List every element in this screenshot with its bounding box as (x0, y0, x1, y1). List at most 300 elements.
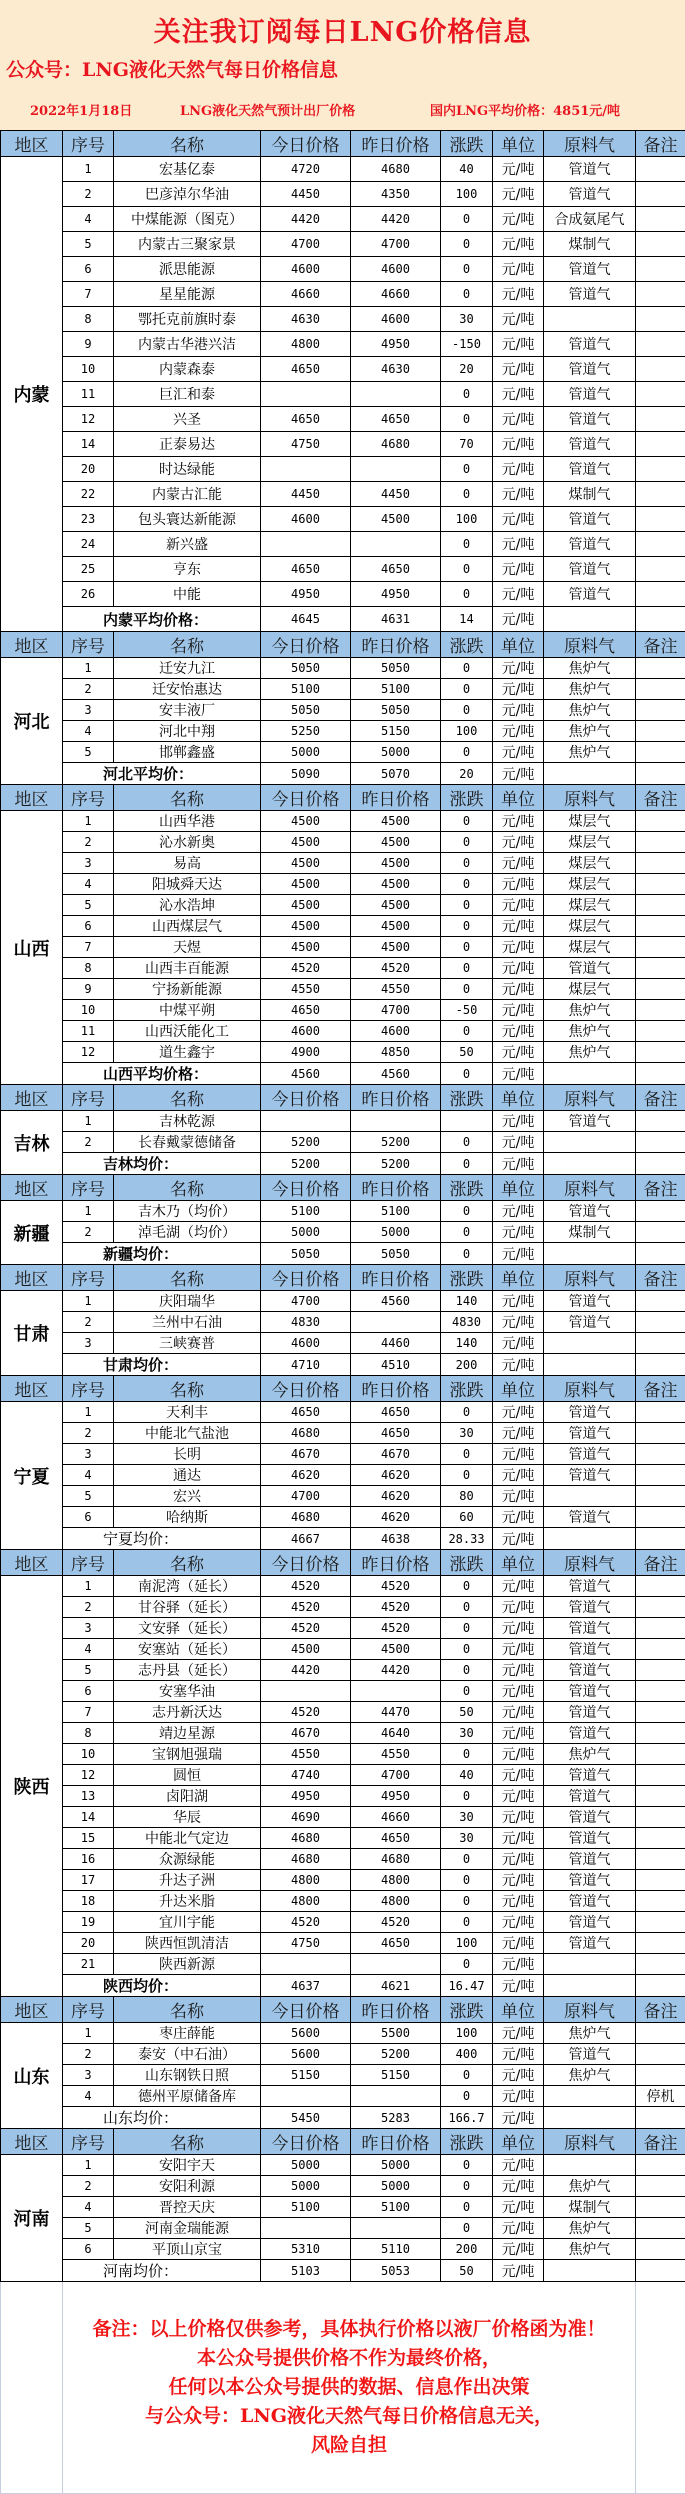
unit: 元/吨 (493, 1507, 544, 1528)
feed-gas: 煤制气 (544, 2197, 636, 2218)
region-name: 山东 (1, 2023, 63, 2129)
row-number: 2 (63, 1222, 114, 1243)
region-average-row (1, 763, 685, 785)
yesterday-price: 4500 (351, 1639, 441, 1660)
feed-gas: 管道气 (544, 1639, 636, 1660)
table-row (1, 658, 685, 679)
price-change: 0 (441, 407, 493, 432)
yesterday-price (351, 2086, 441, 2107)
row-number: 19 (63, 1912, 114, 1933)
today-price: 4500 (261, 916, 351, 937)
station-name: 鄂托克前旗时泰 (114, 307, 261, 332)
row-number: 7 (63, 937, 114, 958)
average-change: 0 (441, 1153, 493, 1175)
station-name: 志丹县（延长） (114, 1660, 261, 1681)
table-row (1, 853, 685, 874)
yesterday-price: 4680 (351, 432, 441, 457)
unit: 元/吨 (493, 1744, 544, 1765)
unit: 元/吨 (493, 1681, 544, 1702)
feed-gas: 管道气 (544, 382, 636, 407)
average-change: 0 (441, 1063, 493, 1085)
today-price: 4830 (261, 1312, 351, 1333)
column-header: 今日价格 (261, 1085, 351, 1111)
yesterday-price: 4660 (351, 1807, 441, 1828)
row-number: 2 (63, 2176, 114, 2197)
feed-gas: 管道气 (544, 1828, 636, 1849)
row-number: 20 (63, 1933, 114, 1954)
yesterday-price: 4600 (351, 307, 441, 332)
table-row (1, 457, 685, 482)
row-number: 2 (63, 1423, 114, 1444)
table-row (1, 1042, 685, 1063)
yesterday-price: 4520 (351, 1618, 441, 1639)
table-row (1, 1201, 685, 1222)
yesterday-price: 4850 (351, 1042, 441, 1063)
row-number: 5 (63, 895, 114, 916)
today-price: 4700 (261, 232, 351, 257)
table-row (1, 407, 685, 432)
unit: 元/吨 (493, 1423, 544, 1444)
row-number: 7 (63, 1702, 114, 1723)
today-price: 5250 (261, 721, 351, 742)
feed-gas: 管道气 (544, 1201, 636, 1222)
column-header: 地区 (1, 1085, 63, 1111)
unit: 元/吨 (493, 507, 544, 532)
price-change: 0 (441, 853, 493, 874)
today-price: 4500 (261, 832, 351, 853)
column-header: 单位 (493, 1085, 544, 1111)
average-label: 山西平均价格： (63, 1063, 261, 1085)
column-header: 今日价格 (261, 785, 351, 811)
region-name: 河南 (1, 2155, 63, 2282)
column-header: 昨日价格 (351, 1265, 441, 1291)
price-change: 400 (441, 2044, 493, 2065)
unit: 元/吨 (493, 1912, 544, 1933)
column-header: 单位 (493, 1376, 544, 1402)
average-today: 5103 (261, 2260, 351, 2282)
station-name: 内蒙古汇能 (114, 482, 261, 507)
feed-gas: 管道气 (544, 157, 636, 182)
feed-gas (544, 307, 636, 332)
table-row (1, 557, 685, 582)
average-today: 4645 (261, 607, 351, 632)
yesterday-price: 4470 (351, 1702, 441, 1723)
note (636, 1333, 685, 1354)
price-change: 40 (441, 157, 493, 182)
yesterday-price: 5500 (351, 2023, 441, 2044)
average-unit: 元/吨 (493, 1354, 544, 1376)
station-name: 迁安九江 (114, 658, 261, 679)
station-name: 卤阳湖 (114, 1786, 261, 1807)
row-number: 23 (63, 507, 114, 532)
disclaimer: 备注：以上价格仅供参考，具体执行价格以液厂价格函为准！ 本公众号提供价格不作为最终价格， 任何以本公众号提供的数据、信息作出决策 与公众号：LNG液化天然气每日价格信息无关， 风险自担 (63, 2282, 636, 2494)
column-header: 昨日价格 (351, 785, 441, 811)
station-name: 甘谷驿（延长） (114, 1597, 261, 1618)
station-name: 安丰液厂 (114, 700, 261, 721)
feed-gas: 管道气 (544, 1912, 636, 1933)
unit: 元/吨 (493, 916, 544, 937)
row-number: 11 (63, 1021, 114, 1042)
column-header: 名称 (114, 1085, 261, 1111)
average-label: 陕西均价： (63, 1975, 261, 1997)
column-header: 序号 (63, 1175, 114, 1201)
feed-gas: 合成氨尾气 (544, 207, 636, 232)
column-header: 原料气 (544, 131, 636, 157)
station-name: 天利丰 (114, 1402, 261, 1423)
unit: 元/吨 (493, 332, 544, 357)
table-row (1, 1681, 685, 1702)
yesterday-price: 5100 (351, 679, 441, 700)
yesterday-price: 4620 (351, 1486, 441, 1507)
yesterday-price: 5100 (351, 1201, 441, 1222)
column-header: 今日价格 (261, 1997, 351, 2023)
price-change: 30 (441, 1828, 493, 1849)
today-price: 4720 (261, 157, 351, 182)
column-header: 名称 (114, 1550, 261, 1576)
column-header: 昨日价格 (351, 1997, 441, 2023)
average-today: 5090 (261, 763, 351, 785)
column-header: 序号 (63, 2129, 114, 2155)
note (636, 1912, 685, 1933)
price-table-body (1, 131, 685, 2282)
table-row (1, 257, 685, 282)
unit: 元/吨 (493, 1402, 544, 1423)
unit: 元/吨 (493, 2023, 544, 2044)
feed-gas: 煤制气 (544, 1222, 636, 1243)
unit: 元/吨 (493, 582, 544, 607)
station-name: 巨汇和泰 (114, 382, 261, 407)
table-row (1, 2239, 685, 2260)
unit: 元/吨 (493, 1891, 544, 1912)
note (636, 658, 685, 679)
table-row (1, 1744, 685, 1765)
unit: 元/吨 (493, 557, 544, 582)
row-number: 10 (63, 1000, 114, 1021)
average-unit: 元/吨 (493, 763, 544, 785)
note (636, 1291, 685, 1312)
unit: 元/吨 (493, 232, 544, 257)
yesterday-price: 4620 (351, 1465, 441, 1486)
today-price: 4650 (261, 1402, 351, 1423)
unit: 元/吨 (493, 1786, 544, 1807)
table-row (1, 979, 685, 1000)
station-name: 枣庄薛能 (114, 2023, 261, 2044)
station-name: 沁水新奥 (114, 832, 261, 853)
price-change: 100 (441, 721, 493, 742)
feed-gas: 煤制气 (544, 482, 636, 507)
station-name: 中能 (114, 582, 261, 607)
today-price: 4650 (261, 557, 351, 582)
table-row (1, 916, 685, 937)
row-number: 4 (63, 2197, 114, 2218)
unit: 元/吨 (493, 811, 544, 832)
note (636, 207, 685, 232)
note (636, 1111, 685, 1132)
price-change: 100 (441, 182, 493, 207)
column-header: 单位 (493, 1997, 544, 2023)
yesterday-price: 4800 (351, 1870, 441, 1891)
price-change: 50 (441, 1042, 493, 1063)
national-average-price: 国内LNG平均价格：4851元/吨 (430, 100, 620, 119)
feed-gas: 煤层气 (544, 853, 636, 874)
today-price: 4520 (261, 958, 351, 979)
table-row (1, 207, 685, 232)
column-header: 今日价格 (261, 131, 351, 157)
row-number: 6 (63, 1507, 114, 1528)
yesterday-price: 4520 (351, 1576, 441, 1597)
today-price: 4520 (261, 1576, 351, 1597)
unit: 元/吨 (493, 1723, 544, 1744)
table-row (1, 1312, 685, 1333)
row-number: 1 (63, 658, 114, 679)
unit: 元/吨 (493, 1639, 544, 1660)
today-price: 4900 (261, 1042, 351, 1063)
station-name: 庆阳瑞华 (114, 1291, 261, 1312)
price-change: 0 (441, 1954, 493, 1975)
note (636, 832, 685, 853)
row-number: 22 (63, 482, 114, 507)
column-header: 单位 (493, 632, 544, 658)
region-average-row (1, 1354, 685, 1376)
price-change: 0 (441, 2155, 493, 2176)
row-number: 6 (63, 257, 114, 282)
price-change: 0 (441, 2197, 493, 2218)
row-number: 1 (63, 2023, 114, 2044)
average-today: 4710 (261, 1354, 351, 1376)
today-price: 4450 (261, 482, 351, 507)
row-number: 1 (63, 1111, 114, 1132)
yesterday-price: 4520 (351, 958, 441, 979)
region-name: 吉林 (1, 1111, 63, 1175)
column-header: 原料气 (544, 2129, 636, 2155)
column-header: 名称 (114, 2129, 261, 2155)
feed-gas: 焦炉气 (544, 742, 636, 763)
yesterday-price: 5200 (351, 2044, 441, 2065)
table-row (1, 182, 685, 207)
average-today: 4560 (261, 1063, 351, 1085)
price-change: 0 (441, 832, 493, 853)
price-change: 140 (441, 1291, 493, 1312)
column-header: 涨跌 (441, 1265, 493, 1291)
station-name: 泰安（中石油） (114, 2044, 261, 2065)
average-unit: 元/吨 (493, 1243, 544, 1265)
note (636, 916, 685, 937)
station-name: 山西沃能化工 (114, 1021, 261, 1042)
note (636, 1828, 685, 1849)
table-row (1, 937, 685, 958)
feed-gas: 焦炉气 (544, 1744, 636, 1765)
unit: 元/吨 (493, 1807, 544, 1828)
note (636, 2176, 685, 2197)
column-header: 涨跌 (441, 1376, 493, 1402)
table-row (1, 2044, 685, 2065)
average-yesterday: 5200 (351, 1153, 441, 1175)
today-price: 5100 (261, 1201, 351, 1222)
column-header: 地区 (1, 1376, 63, 1402)
station-name: 星星能源 (114, 282, 261, 307)
column-header: 名称 (114, 131, 261, 157)
row-number: 4 (63, 2086, 114, 2107)
column-header: 备注 (636, 1376, 685, 1402)
note (636, 1402, 685, 1423)
feed-gas: 管道气 (544, 1681, 636, 1702)
average-change: 166.7 (441, 2107, 493, 2129)
average-unit: 元/吨 (493, 1975, 544, 1997)
average-unit: 元/吨 (493, 607, 544, 632)
price-change: 0 (441, 582, 493, 607)
table-row (1, 958, 685, 979)
yesterday-price: 4500 (351, 853, 441, 874)
feed-gas: 煤层气 (544, 832, 636, 853)
yesterday-price: 5000 (351, 2155, 441, 2176)
today-price (261, 1681, 351, 1702)
station-name: 三峡赛普 (114, 1333, 261, 1354)
price-change: 0 (441, 532, 493, 557)
column-header: 今日价格 (261, 1265, 351, 1291)
row-number: 5 (63, 742, 114, 763)
station-name: 淖毛湖（均价） (114, 1222, 261, 1243)
table-row (1, 832, 685, 853)
feed-gas: 管道气 (544, 2044, 636, 2065)
today-price: 4520 (261, 1618, 351, 1639)
station-name: 派思能源 (114, 257, 261, 282)
row-number: 12 (63, 1042, 114, 1063)
yesterday-price: 4950 (351, 582, 441, 607)
row-number: 1 (63, 1291, 114, 1312)
note (636, 232, 685, 257)
column-header: 序号 (63, 1997, 114, 2023)
yesterday-price: 4500 (351, 832, 441, 853)
note (636, 742, 685, 763)
average-yesterday: 5283 (351, 2107, 441, 2129)
today-price: 4420 (261, 207, 351, 232)
today-price: 5100 (261, 2197, 351, 2218)
unit: 元/吨 (493, 658, 544, 679)
unit: 元/吨 (493, 1000, 544, 1021)
row-number: 8 (63, 307, 114, 332)
yesterday-price: 5110 (351, 2239, 441, 2260)
today-price: 4600 (261, 1021, 351, 1042)
row-number: 2 (63, 2044, 114, 2065)
note (636, 1507, 685, 1528)
table-row (1, 1291, 685, 1312)
station-name: 安阳利源 (114, 2176, 261, 2197)
note: 停机 (636, 2086, 685, 2107)
average-unit: 元/吨 (493, 1153, 544, 1175)
note (636, 2023, 685, 2044)
row-number: 6 (63, 916, 114, 937)
price-change: 0 (441, 482, 493, 507)
table-row (1, 382, 685, 407)
row-number: 1 (63, 1576, 114, 1597)
note (636, 1849, 685, 1870)
column-header: 名称 (114, 1997, 261, 2023)
column-header: 序号 (63, 1085, 114, 1111)
table-row (1, 1000, 685, 1021)
station-name: 新兴盛 (114, 532, 261, 557)
table-row (1, 2086, 685, 2107)
column-header-row (1, 2129, 685, 2155)
price-change: 20 (441, 357, 493, 382)
station-name: 宏基亿泰 (114, 157, 261, 182)
unit: 元/吨 (493, 700, 544, 721)
price-change: 0 (441, 811, 493, 832)
note (636, 2065, 685, 2086)
note (636, 332, 685, 357)
today-price: 4670 (261, 1444, 351, 1465)
yesterday-price: 4660 (351, 282, 441, 307)
region-name: 山西 (1, 811, 63, 1085)
note (636, 1702, 685, 1723)
yesterday-price: 4450 (351, 482, 441, 507)
table-row (1, 1402, 685, 1423)
note (636, 1870, 685, 1891)
feed-gas: 管道气 (544, 1807, 636, 1828)
feed-gas (544, 2155, 636, 2176)
table-row (1, 874, 685, 895)
price-change: 0 (441, 742, 493, 763)
column-header-row (1, 1085, 685, 1111)
yesterday-price: 4520 (351, 1912, 441, 1933)
note (636, 1042, 685, 1063)
average-label: 山东均价： (63, 2107, 261, 2129)
yesterday-price (351, 2218, 441, 2239)
unit: 元/吨 (493, 1222, 544, 1243)
table-row (1, 1954, 685, 1975)
region-average-row (1, 1528, 685, 1550)
price-change: 0 (441, 2176, 493, 2197)
yesterday-price: 4600 (351, 257, 441, 282)
price-change: 4830 (441, 1312, 493, 1333)
table-row (1, 2023, 685, 2044)
row-number: 13 (63, 1786, 114, 1807)
table-row (1, 507, 685, 532)
unit: 元/吨 (493, 1597, 544, 1618)
table-row (1, 1132, 685, 1153)
average-today: 5050 (261, 1243, 351, 1265)
row-number: 5 (63, 232, 114, 257)
price-change: 0 (441, 937, 493, 958)
feed-gas: 煤制气 (544, 232, 636, 257)
today-price: 4550 (261, 979, 351, 1000)
feed-gas: 管道气 (544, 432, 636, 457)
region-average-row (1, 1243, 685, 1265)
note (636, 1660, 685, 1681)
feed-gas: 管道气 (544, 582, 636, 607)
report-date: 2022年1月18日 (30, 100, 132, 119)
price-change (441, 1111, 493, 1132)
column-header: 单位 (493, 2129, 544, 2155)
station-name: 巴彦淖尔华油 (114, 182, 261, 207)
column-header: 地区 (1, 131, 63, 157)
unit: 元/吨 (493, 357, 544, 382)
station-name: 哈纳斯 (114, 1507, 261, 1528)
price-change: 0 (441, 382, 493, 407)
column-header: 序号 (63, 1550, 114, 1576)
row-number: 2 (63, 182, 114, 207)
table-row (1, 332, 685, 357)
price-change: 30 (441, 1807, 493, 1828)
row-number: 4 (63, 207, 114, 232)
yesterday-price (351, 532, 441, 557)
feed-gas: 焦炉气 (544, 658, 636, 679)
unit: 元/吨 (493, 721, 544, 742)
feed-gas: 焦炉气 (544, 700, 636, 721)
table-row (1, 1465, 685, 1486)
note (636, 1486, 685, 1507)
today-price: 4680 (261, 1423, 351, 1444)
yesterday-price: 4650 (351, 407, 441, 432)
